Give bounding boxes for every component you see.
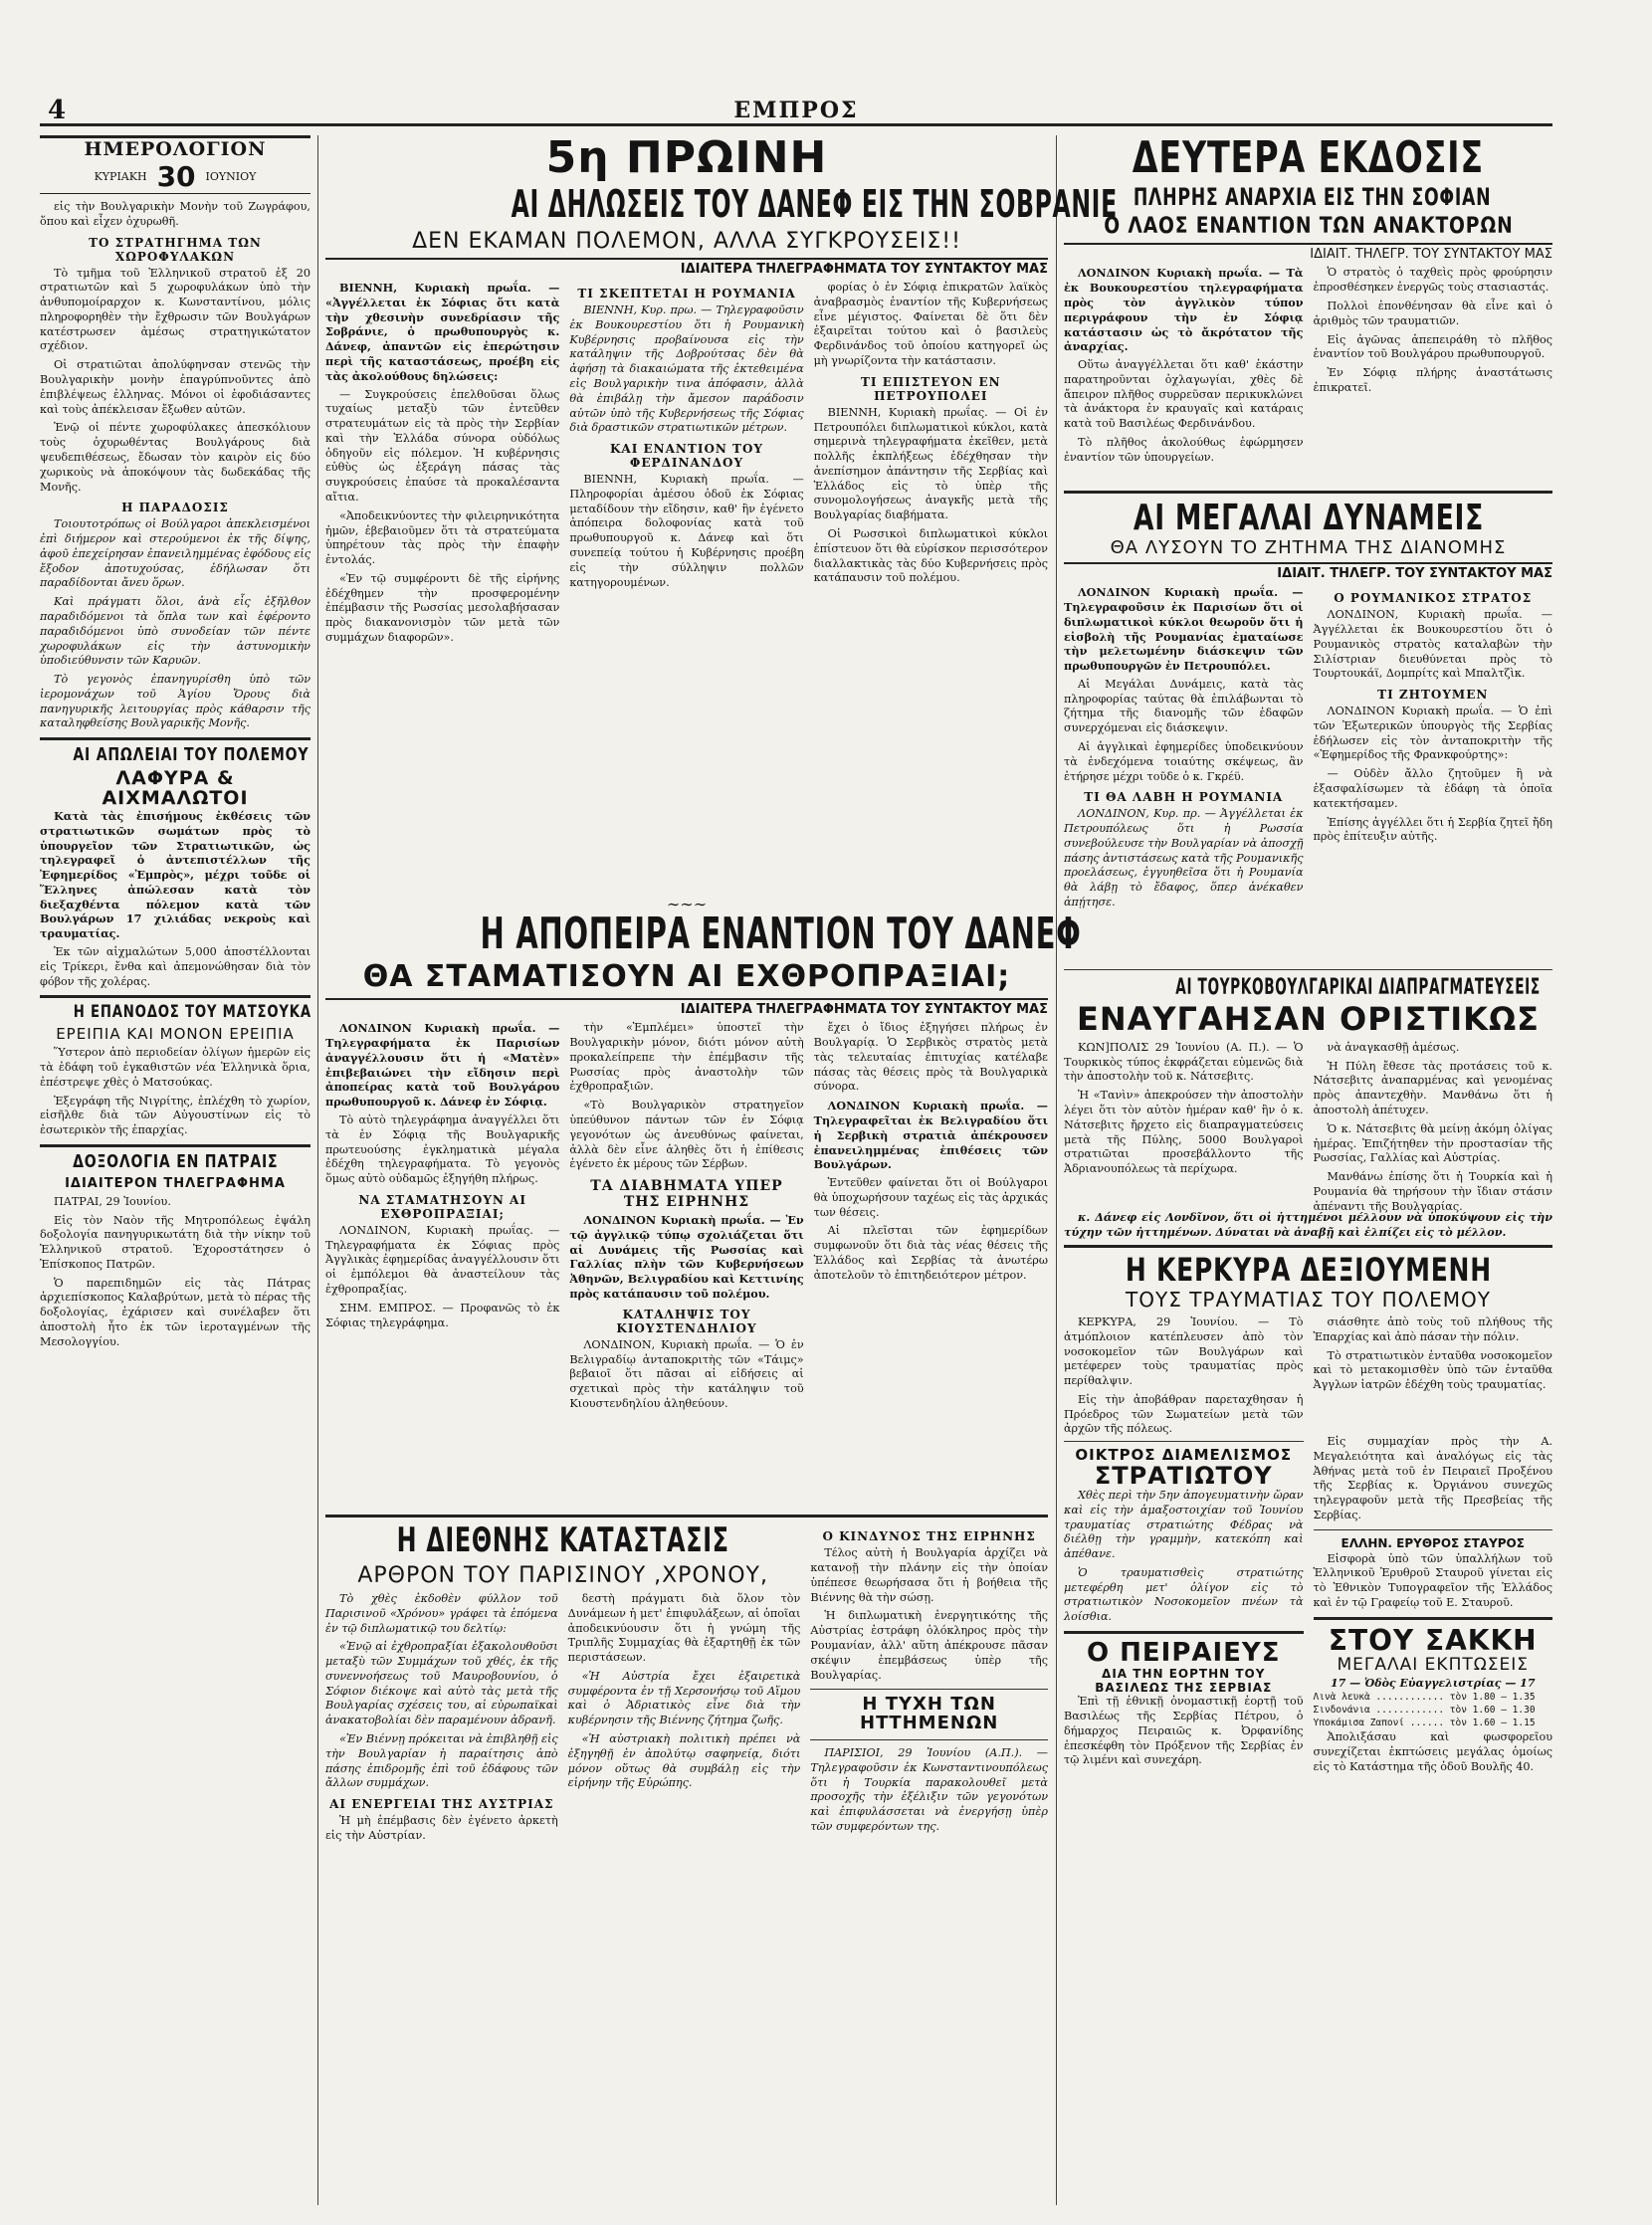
intl-section (325, 1520, 1048, 1847)
column-rule (317, 135, 318, 2205)
attack-dept: ΙΔΙΑΙΤΕΡΑ ΤΗΛΕΓΡΑΦΗΜΑΤΑ ΤΟΥ ΣΥΝΤΑΚΤΟΥ ΜΑΣ (325, 998, 1048, 1017)
article-paragraph: Ἐκ τῶν αἰχμαλώτων 5,000 ἀποστέλλονται εἰς Τρίκερι, ἔνθα καὶ ἀπεμονώθησαν διὰ τὸν φόβον τῆς χολέρας. (40, 945, 310, 988)
article-paragraph: Τὸ τμῆμα τοῦ Ἑλληνικοῦ στρατοῦ ἐξ 20 στρατιωτῶν καὶ 5 χωροφυλάκων ὑπὸ τὴν ἀνθυπομοίραρχον κ. Κωνσταντίνου, μόλις πληροφορηθὲν τὴν ἔχθρωσιν τῶν Βουλγάρων κατέστρωσεν ἀμέσως στρατηγικώτατον σχέδιον. (40, 266, 310, 353)
lament-subheadline: ΣΤΡΑΤΙΩΤΟΥ (1094, 1461, 1273, 1490)
article-column: νὰ ἀναγκασθῇ ἀμέσως. Ἡ Πύλη ἔθεσε τὰς προτάσεις τοῦ κ. Νάτσεβιτς ἀναπαρμένας καὶ γενομένας πρὸς ἀπαντεχθὴν. Μανθάνω ὅτι ἡ ἀποστολὴ ἀπέτυχεν. Ὁ κ. Νάτσεβιτς θὰ μείνῃ ἀκόμη ὀλίγας ἡμέρας. Ἐπιζήτηθεν τὴν προστασίαν τῆς Ρωσσίας, Γαλλίας καὶ Αὐστρίας. Μανθάνω ἐπίσης ὅτι ἡ Τουρκία καὶ ἡ Ρουμανία θὰ τηρήσουν τὴν ἴδιαν στάσιν ἀπέναντι τῆς Βουλγαρίας. (1313, 1040, 1552, 1213)
article-paragraph: Οἱ στρατιῶται ἀπολύφηνσαν στενῶς τὴν Βουλγαρικὴν μονὴν ἐπαγρύπνοῦντες ἀπὸ ἐπιβλέψεως ἐλληνας. Μόνοι οἱ ἐφοδιάσαντες καὶ τοὺς ἀπέκλεισαν ἔξωθεν αὐτῶν. (40, 358, 310, 416)
return-headline: Η ΕΠΑΝΟΔΟΣ ΤΟΥ ΜΑΤΣΟΥΚΑ (73, 1002, 311, 1023)
right-column (1064, 132, 1552, 2205)
turkbulg-headline: ΑΙ ΤΟΥΡΚΟΒΟΥΛΓΑΡΙΚΑΙ ΔΙΑΠΡΑΓΜΑΤΕΥΣΕΙΣ (1175, 975, 1541, 1001)
sakis-headline: ΣΤΟΥ ΣΑΚΚΗ (1328, 1623, 1538, 1657)
article-column: σιάσθητε ἀπὸ τοὺς τοῦ πλήθους τῆς Ἐπαρχίας καὶ ἀπὸ πάσαν τὴν πόλιν. Τὸ στρατιωτικὸν ἐνταῦθα νοσοκομεῖον καὶ τὸ μετακομισθὲν ὑπὸ τῶν ἐνταῦθα Ἀγγλων ἰατρῶν ἐδέχθη τοὺς τραυματίας. (1313, 1315, 1552, 1392)
powers-dept: ΙΔΙΑΙΤ. ΤΗΛΕΓΡ. ΤΟΥ ΣΥΝΤΑΚΤΟΥ ΜΑΣ (1064, 562, 1552, 581)
anarchy-dept: ΙΔΙΑΙΤ. ΤΗΛΕΓΡ. ΤΟΥ ΣΥΝΤΑΚΤΟΥ ΜΑΣ (1064, 243, 1552, 262)
article-column: Ὁ στρατὸς ὁ ταχθεὶς πρὸς φρούρησιν ἐπροσθέσηκεν ἐνεργῶς τοὺς στασιαστάς. Πολλοὶ ἐπονθένησαν θὰ εἶνε καὶ ὁ ἀριθμὸς τῶν τραυματιῶν. Εἰς ἀγῶνας ἀπεπειράθη τὸ πλῆθος ἐναντίον τοῦ Βουλγάρου πρωθυπουργοῦ. Ἐν Σόφιᾳ πλήρης ἀναστάτωσις ἐπικρατεῖ. (1313, 266, 1552, 394)
center-column (325, 132, 1118, 2205)
edition-title: 5η ΠΡΩΙΝΗ (545, 132, 828, 183)
dateline: ΠΑΤΡΑΙ, 29 Ἰουνίου. (54, 1194, 171, 1208)
attack-headline: Η ΑΠΟΠΕΙΡΑ ΕΝΑΝΤΙΟΝ ΤΟΥ ΔΑΝΕΦ (480, 909, 1082, 960)
second-edition-title: ΔΕΥΤΕΡΑ ΕΚΔΟΣΙΣ (1132, 132, 1485, 183)
article-column: Ο ΡΟΥΜΑΝΙΚΟΣ ΣΤΡΑΤΟΣ ΛΟΝΔΙΝΟΝ, Κυριακὴ πρωΐα. — Ἀγγέλλεται ἐκ Βουκουρεστίου ὅτι ὁ Ρουμανικὸς στρατὸς καταλαβὼν τὴν Σιλίστριαν διευθύνεται πρὸς τὸ Τουρτουκάϊ, Δομπρίτς καὶ Μπαλτζὶκ. ΤΙ ΖΗΤΟΥΜΕΝ ΛΟΝΔΙΝΟΝ Κυριακὴ πρωΐα. — Ὁ ἐπὶ τῶν Ἐξωτερικῶν ὑπουργὸς τῆς Σερβίας ἐδήλωσεν εἰς τὸν ἀνταποκριτὴν τῆς «Ἐφημερίδος τῆς Φρανκφούρτης»: — Οὐδὲν ἄλλο ζητοῦμεν ἢ νὰ ἐξασφαλίσωμεν τὰ ἐδάφη τὰ ὁποῖα κατεκτήσαμεν. Ἐπίσης ἀγγέλλει ὅτι ἡ Σερβία ζητεῖ ἤδη πρὸς ἐπίτευξιν αὐτῆς. (1313, 591, 1552, 844)
return-subheadline: ΕΡΕΙΠΙΑ ΚΑΙ ΜΟΝΟΝ ΕΡΕΙΠΙΑ (56, 1025, 295, 1044)
piraeus-subheadline: ΔΙΑ ΤΗΝ ΕΟΡΤΗΝ ΤΟΥ ΒΑΣΙΛΕΩΣ ΤΗΣ ΣΕΡΒΙΑΣ (1095, 1667, 1273, 1696)
turkbulg-footer: κ. Δάνεφ εἰς Λονδῖνον, ὅτι οἱ ἡττημένοι μέλλουν νὰ ὑποκύψουν εἰς τὴν τύχην τῶν ἠττημένων. Δύναται νὰ ἀναβῇ καὶ ἐλπίζει εἰς τὸ μέλλον. (1064, 1209, 1552, 1239)
calendar-date: 30 (156, 160, 196, 193)
section-heading: Η ΠΑΡΑΔΟΣΙΣ (121, 501, 229, 515)
price-row: Υποκάμισα Ζαπονί ...... τὸν 1.60 — 1.15 (1313, 1718, 1536, 1729)
sakis-subheadline: ΜΕΓΑΛΑΙ ΕΚΠΤΩΣΕΙΣ (1337, 1655, 1529, 1676)
calendar-text: εἰς τὴν Βουλγαρικὴν Μονὴν τοῦ Ζωγράφου, ὅπου καὶ εἶχεν ὀχυρωθῆ. (40, 200, 310, 228)
section-heading: ΤΟ ΣΤΡΑΤΗΓΗΜΑ ΤΩΝ ΧΩΡΟΦΥΛΑΚΩΝ (89, 235, 262, 264)
article-column: Τὸ χθὲς ἐκδοθὲν φύλλον τοῦ Παρισινοῦ «Χρόνου» γράφει τὰ ἑπόμενα ἐν τῷ διπλωματικῷ του δελτίῳ: «Ἐνῷ αἱ ἐχθροπραξίαι ἐξακολουθοῦσι μεταξὺ τῶν Συμμάχων τοῦ χθές, ἐκ τῆς συνεννοήσεως τοῦ Μαυροβουνίου, ὁ Σόφιον διέκοψε καὶ αὐτὸ τὰς μετὰ τῆς Βουλγαρίας σχέσεις του, αἱ εὐρωπαϊκαὶ ἀνακατοβολίαι δὲν παραμένουν ἀδρανῆ. «Ἐν Βιέννῃ πρόκειται νὰ ἐπιβληθῇ εἰς τὴν Βουλγαρίαν ἡ παραίτησις ἀπὸ πάσης ἐπιδρομῆς ἐπὶ τοῦ ἐδάφους τῶν ἄλλων συμμάχων. ΑΙ ΕΝΕΡΓΕΙΑΙ ΤΗΣ ΑΥΣΤΡΙΑΣ Ἡ μὴ ἐπέμβασις δὲν ἐγένετο ἀρκετὴ εἰς τὴν Αὐστρίαν. (325, 1591, 558, 1842)
piraeus-headline: Ο ΠΕΙΡΑΙΕΥΣ (1086, 1637, 1281, 1668)
masthead-title: ΕΜΠΡΟΣ (733, 98, 859, 123)
article-paragraph: Ὕστερον ἀπὸ περιοδείαν ὀλίγων ἡμερῶν εἰς τὰ ἐδάφη τοῦ ἐγκαθιστῶν νέα Ἑλληνικὰ ὅρια, ἐπέστρεψε χθὲς ὁ Ματσούκας. (40, 1046, 310, 1089)
intl-left (325, 1520, 801, 1847)
cross-headline: ΕΛΛΗΝ. ΕΡΥΘΡΟΣ ΣΤΑΥΡΟΣ (1341, 1535, 1525, 1550)
corfu-subheadline: ΤΟΥΣ ΤΡΑΥΜΑΤΙΑΣ ΤΟΥ ΠΟΛΕΜΟΥ (1126, 1288, 1491, 1313)
calendar-date-row (40, 160, 310, 193)
article-paragraph: Τοιουτοτρόπως οἱ Βούλγαροι ἀπεκλεισμένοι ἐπὶ διήμερον καὶ στερούμενοι ἐκ τῆς δίψης, ἀφοῦ ἐπεχείρησαν ἐπανειλημμένας ἐφόδους εἰς ἔξοδον ἀποτυχούσας, ἐδήλωσαν ὅτι παραδίδονται ἄνευ ὅρων. (40, 517, 310, 590)
article-column: φορίας ὁ ἐν Σόφιᾳ ἐπικρατῶν λαϊκὸς ἀναβρασμὸς ἐναντίον τῆς Κυβερνήσεως εἶνε μέγιστος. Φαίνεται δὲ ὅτι δὲν ἐξαιρεῖται τούτου καὶ ὁ βασιλεὺς Φερδινάνδος τοῦ ὁποίου κατηγορεῖ ὡς μὴ γνωρίζοντα τὴν κατάστασιν. ΤΙ ΕΠΙΣΤΕΥΟΝ ΕΝ ΠΕΤΡΟΥΠΟΛΕΙ ΒΙΕΝΝΗ, Κυριακὴ πρωΐας. — Οἱ ἐν Πετρουπόλει διπλωματικοὶ κύκλοι, κατὰ σημερινὰ τηλεγραφήματα ἐκεῖθεν, μετὰ πολλῆς ἐκπλήξεως ἐδέχθησαν τὴν ἀνεπίσημον ἀπάντησιν τῆς Σερβίας καὶ Ἑλλάδος εἰς τὸ ὑπὲρ τῆς συνομολογήσεως ἀναγκῆς μετὰ τῆς Βουλγαρίας διαβήματα. Οἱ Ρωσσικοὶ διπλωματικοὶ κύκλοι ἐπίστευον ὅτι θὰ εὑρίσκον περισσότερον διαλλακτικὰς τὰς δύο Κυβερνήσεις πρὸς κατάπαυσιν τοῦ πολέμου. (813, 281, 1048, 585)
column-rule (1056, 135, 1057, 2205)
anarchy-headline: ΠΛΗΡΗΣ ΑΝΑΡΧΙΑ ΕΙΣ ΤΗΝ ΣΟΦΙΑΝ (1133, 183, 1492, 212)
intl-subheadline: ΑΡΘΡΟΝ ΤΟΥ ΠΑΡΙΣΙΝΟΥ ,ΧΡΟΝΟΥ, (357, 1562, 768, 1588)
page-number: 4 (48, 96, 67, 125)
main-article-columns (325, 281, 1048, 898)
powers-headline: ΑΙ ΜΕΓΑΛΑΙ ΔΥΝΑΜΕΙΣ (1133, 498, 1484, 539)
main-subheadline: ΔΕΝ ΕΚΑΜΑΝ ΠΟΛΕΜΟΝ, ΑΛΛΑ ΣΥΓΚΡΟΥΣΕΙΣ!! (412, 229, 961, 255)
attack-article-columns (325, 1021, 1048, 1509)
calendar-box (40, 135, 310, 194)
article-column: ΛΟΝΔΙΝΟΝ Κυριακὴ πρωΐα. — Τηλεγραφοῦσιν ἐκ Παρισίων ὅτι οἱ διπλωματικοὶ κύκλοι θεωροῦν ὅτι ἡ εἰσβολὴ τῆς Ρουμανίας ἐματαίωσε τὴν μελετωμένην διάσκεψιν τῶν πρωθυπουργῶν ἐν Πετρουπόλει. Αἱ Μεγάλαι Δυνάμεις, κατὰ τὰς πληροφορίας ταύτας θὰ ἐπιλάβωνται τὸ ζήτημα τῆς διανομῆς τῶν ἐδαφῶν συνερχόμεναι εἰς διάσκεψιν. Αἱ ἀγγλικαὶ ἐφημερίδες ὑποδεικνύουν τὰ ἐνδεχόμενα τοιαύτης σκέψεως, ἂν ἐτήρησε μέχρι τοῦδε ὁ κ. Γκρέϋ. ΤΙ ΘΑ ΛΑΒΗ Η ΡΟΥΜΑΝΙΑ ΛΟΝΔΙΝΟΝ, Κυρ. πρ. — Ἀγγέλλεται ἐκ Πετρουπόλεως ὅτι ἡ Ρωσσία συνεβούλευσε τὴν Βουλγαρίαν νὰ ἀποσχῇ πάσης ἀντιστάσεως κατὰ τῆς Ρουμανικῆς προελάσεως, ἐγγυηθεῖσα ὅτι ἡ Ρουμανία θὰ λάβῃ τὸ ἔδαφος, ὅπερ ἀνέκαθεν ἀπῄτησε. (1064, 585, 1304, 910)
article-paragraph: Εἰς τὸν Ναὸν τῆς Μητροπόλεως ἐψάλη δοξολογία πανηγυρικωτάτη διὰ τὴν νίκην τοῦ Ἑλληνικοῦ στρατοῦ. Ἐχοροστάτησεν ὁ Ἐπίσκοπος Πατρῶν. (40, 1213, 310, 1271)
calendar-day: ΚΥΡΙΑΚΗ (94, 170, 147, 183)
article-column: ΚΩΝ]ΠΟΛΙΣ 29 Ἰουνίου (Α. Π.). — Ὁ Τουρκικὸς τύπος ἐκφράζεται εὐμενῶς διὰ τὴν ἀποστολὴν τοῦ κ. Νάτσεβιτς. Ἡ «Τανὶν» ἀπεκρούσεν τὴν ἀποστολὴν λέγει ὅτι τὸν αὐτὸν ἡμέραν καθ' ἣν ὁ κ. Νάτσεβιτς ἤρχετο εἰς διαπραγματεύσεις μετὰ τῆς Πύλης, 5000 Βουλγαροὶ στρατιῶται προσεβάλλοντο τῆς Ἀδριανουπόλεως τὰ περίχωρα. (1064, 1040, 1304, 1176)
article-column: ΚΕΡΚΥΡΑ, 29 Ἰουνίου. — Τὸ ἀτμόπλοιον κατέπλευσεν ἀπὸ τὸν νοσοκομεῖον τῶν Βουλγάρων καὶ μετέφερεν τοὺς τραυματίας πρὸς περίθαλψιν. Εἰς τὴν ἀποβάθραν παρεταχθησαν ἡ Πρόεδρος τῶν Σωματείων μετὰ τῶν ἀρχῶν τῆς πόλεως. (1064, 1315, 1304, 1436)
patras-headline: ΔΟΞΟΛΟΓΙΑ ΕΝ ΠΑΤΡΑΙΣ (72, 1150, 279, 1172)
dispatch-dept: ΙΔΙΑΙΤΕΡΑ ΤΗΛΕΓΡΑΦΗΜΑΤΑ ΤΟΥ ΣΥΝΤΑΚΤΟΥ ΜΑΣ (325, 258, 1048, 277)
war-headline: ΑΙ ΑΠΩΛΕΙΑΙ ΤΟΥ ΠΟΛΕΜΟΥ (73, 744, 310, 766)
article-paragraph: Τὸ γεγονὸς ἐπανηγυρίσθη ὑπὸ τῶν ἱερομονάχων τοῦ Ἁγίου Ὄρους διὰ πανηγυρικῆς λειτουργίας πρὸς κάθαρσιν τῆς καταληφθείσης Βουλγαρικῆς Μονῆς. (40, 673, 310, 730)
main-headline: ΑΙ ΔΗΛΩΣΕΙΣ ΤΟΥ ΔΑΝΕΦ ΕΙΣ ΤΗΝ ΣΟΒΡΑΝΙΕ (511, 182, 1118, 227)
powers-subheadline: ΘΑ ΛΥΣΟΥΝ ΤΟ ΖΗΤΗΜΑ ΤΗΣ ΔΙΑΝΟΜΗΣ (1110, 537, 1507, 559)
divider-ornament: ∼∼∼ (666, 895, 708, 914)
turkbulg-subheadline: ΕΝΑΥΓΑΗΣΑΝ ΟΡΙΣΤΙΚΩΣ (1076, 1000, 1541, 1039)
patras-dept: ΙΔΙΑΙΤΕΡΟΝ ΤΗΛΕΓΡΑΦΗΜΑ (65, 1175, 286, 1191)
calendar-month: ΙΟΥΝΙΟΥ (205, 170, 257, 183)
article-column: τὴν «Ἐμπλέμει» ὑποστεῖ τὴν Βουλγαρικὴν μόνον, διότι μόνον αὐτὴ προκαλείπρεπε τὴν ἐπέμβασιν τῆς Ρωσσίας πρὸς ἀναστολὴν τῶν ἐχθροπραξιῶν. «Τὸ Βουλγαρικὸν στρατηγεῖον ὑπεύθυνον πάντων τῶν ἐν Σόφιᾳ γεγονότων ὡς ἀνευθύνως φαίνεται, ἀλλὰ δὲν εἶνε ἀληθὲς ὅτι ἡ ἐπίθεσις ἐγένετο ἐκ μέρους τῶν Σέρβων. ΤΑ ΔΙΑΒΗΜΑΤΑ ΥΠΕΡ ΤΗΣ ΕΙΡΗΝΗΣ ΛΟΝΔΙΝΟΝ Κυριακὴ πρωΐα. — Ἐν τῷ ἀγγλικῷ τύπῳ σχολιάζεται ὅτι αἱ Δυνάμεις τῆς Ρωσσίας καὶ Γαλλίας πλὴν τῶν Κυβερνήσεων Ἀθηνῶν, Βελιγραδίου καὶ Κεττινίης πρὸς κατάπαυσιν τοῦ πολέμου. ΚΑΤΑΛΗΨΙΣ ΤΟΥ ΚΙΟΥΣΤΕΝΔΗΛΙΟΥ ΛΟΝΔΙΝΟΝ, Κυριακὴ πρωΐα. — Ὁ ἐν Βελιγραδίῳ ἀνταποκριτὴς τῶν «Τάιμς» βεβαιοῖ ὅτι πᾶσαι αἱ εἰδήσεις αἱ σχετικαὶ πρὸς τὴν κατάληψιν τοῦ Κιουστενδηλίου ἀληθεύουν. (569, 1021, 804, 1410)
war-subheadline: ΛΑΦΥΡΑ & ΑΙΧΜΑΛΩΤΟΙ (102, 767, 249, 810)
attack-subheadline: ΘΑ ΣΤΑΜΑΤΙΣΟΥΝ ΑΙ ΕΧΘΡΟΠΡΑΞΙΑΙ; (362, 959, 1011, 995)
left-column (40, 135, 310, 2205)
article-column: ΛΟΝΔΙΝΟΝ Κυριακὴ πρωΐα. — Τὰ ἐκ Βουκουρεστίου τηλεγραφήματα πρὸς τὸν ἀγγλικὸν τύπον περιγράφουν τὴν ἐν Σόφιᾳ κατάστασιν ὡς τὸ ἄκρότατον τῆς ἀναρχίας. Οὕτω ἀναγγέλλεται ὅτι καθ' ἑκάστην παρατηροῦνται ὀχλαγωγίαι, χθὲς δὲ ἄπειρον πλῆθος συρρεῦσαν περικυκλώνει τὰ ἀνάκτορα ἐν κραυγαῖς καὶ κατάραις κατὰ τοῦ Βασιλέως Φερδινάνδου. Τὸ πλῆθος ἀκολούθως ἐφώρμησεν ἐναντίον τῶν ὑπουργείων. (1064, 266, 1304, 464)
ads-column: Εἰς συμμαχίαν πρὸς τὴν Α. Μεγαλειότητα καὶ ἀναλόγως εἰς τὰς Ἀθήνας μετὰ τοῦ ἐν Πειραιεῖ Προξένου τῆς Σερβίας κ. Ὀργιάνου συνεχῶς τηλεγραφοῦν μετὰ τῆς Πρεσβείας τῆς Σερβίας. ΕΛΛΗΝ. ΕΡΥΘΡΟΣ ΣΤΑΥΡΟΣ Εἰσφορὰ ὑπὸ τῶν ὑπαλλήλων τοῦ Ἑλληνικοῦ Ἐρυθροῦ Σταυροῦ γίνεται εἰς τὸ Ἐθνικὸν Τυπογραφεῖον τῆς Ἑλλάδος καὶ ἐν τῷ Γραφείῳ τοῦ Ε. Σταυροῦ. ΣΤΟΥ ΣΑΚΚΗ ΜΕΓΑΛΑΙ ΕΚΠΤΩΣΕΙΣ 17 — Ὁδὸς Εὐαγγελιστρίας — 17 Λινὰ λευκὰ ............ τὸν 1.80 — 1.35 Σινδονάνια ............ τὸν 1.60 — 1.30 Υποκάμισα Ζαπονί ...... τὸν 1.60 — 1.15 Ἀπολιξάσαυ καὶ φωσφορεῖου συνεχίζεται ἐκπτώσεις μεγάλας ὁμοίως εἰς τὸ Κατάστημα τῆς ὁδοῦ Βουλῆς 40. (1313, 1435, 1552, 1773)
price-row: Λινὰ λευκὰ ............ τὸν 1.80 — 1.35 (1313, 1692, 1536, 1704)
intl-right: Ο ΚΙΝΔΥΝΟΣ ΤΗΣ ΕΙΡΗΝΗΣ Τέλος αὐτὴ ἡ Βουλγαρία ἀρχίζει νὰ κατανοῇ τὴν πλάνην εἰς τὴν ὁποίαν ὑπέπεσε θεωρήσασα ὅτι ἡ βοήθεια τῆς Βιέννης θὰ τὴν σώσῃ. Ἡ διπλωματικὴ ἐνεργητικότης τῆς Αὐστρίας ἐστράφη ὁλόκληρος πρὸς τὴν Ρουμανίαν, ἀλλ' αὕτη ἀπέκρουσε πᾶσαν σκέψιν ἐπεμβάσεως ὑπὲρ τῆς Βουλγαρίας. Η ΤΥΧΗ ΤΩΝ ΗΤΤΗΜΕΝΩΝ ΠΑΡΙΣΙΟΙ, 29 Ἰουνίου (Α.Π.). — Τηλεγραφοῦσιν ἐκ Κωνσταντινουπόλεως ὅτι ἡ Τουρκία παρακολουθεῖ μετὰ προσοχῆς τὴν ἐξέλιξιν τῶν γεγονότων καὶ ἐπιφυλάσσεται νὰ ἐνεργήσῃ ὑπὲρ τῶν συμφερόντων της. (810, 1529, 1048, 1833)
article-paragraph: Ἐξεγράφη τῆς Νιγρίτης, ἐπλέχθη τὸ χωρίον, εἰσῆλθε διὰ τῶν Αὐγουστίνων εἰς τὸ ἐσωτερικὸν τῆς ἐπαρχίας. (40, 1094, 310, 1137)
lament-headline: ΟΙΚΤΡΟΣ ΔΙΑΜΕΛΙΣΜΟΣ (1075, 1446, 1293, 1465)
article-paragraph: Κατὰ τὰς ἐπισήμους ἐκθέσεις τῶν στρατιωτικῶν σωμάτων πρὸς τὸ ὑπουργεῖον τῶν Στρατιωτικῶν, ὡς τηλεγραφεῖ ὁ ἀντεπιστέλλων τῆς Ἐφημερίδος «Ἐμπρὸς», μέχρι τοῦδε οἱ Ἕλληνες ἀπώλεσαν κατὰ τὸν διεξαχθέντα πόλεμον κατὰ τῶν Βουλγάρων 17 χιλιάδας νεκροὺς καὶ τραυματίας. (40, 808, 310, 941)
anarchy-subheadline: Ο ΛΑΟΣ ΕΝΑΝΤΙΟΝ ΤΩΝ ΑΝΑΚΤΟΡΩΝ (1103, 214, 1514, 240)
article-column: ΛΟΝΔΙΝΟΝ Κυριακὴ πρωΐα. — Τηλεγραφήματα ἐκ Παρισίων ἀναγγέλλουσιν ὅτι ἡ «Ματὲν» ἐπιβεβαιώνει τὴν εἴδησιν περὶ ἀποπείρας κατὰ τοῦ Βουλγάρου πρωθυπουργοῦ κ. Δάνεφ ἐν Σόφιᾳ. Τὸ αὐτὸ τηλεγράφημα ἀναγγέλλει ὅτι τὰ ἐν Σόφιᾳ τῆς Βουλγαρικῆς πρωτευούσης ἐγκληματικὰ μέγαλα ἐδέχθη τηλεγραφήματα. Τὸ γεγονὸς ὅμως αὐτὸ οὐδαμῶς ἐξηγήθη πλήρως. ΝΑ ΣΤΑΜΑΤΗΣΟΥΝ ΑΙ ΕΧΘΡΟΠΡΑΞΙΑΙ; ΛΟΝΔΙΝΟΝ, Κυριακὴ πρωΐας. — Τηλεγραφήματα ἐκ Σόφιας πρὸς Ἀγγλικὰς ἐφημερίδας ἀναγγέλλουσιν ὅτι οἱ ἐμπόλεμοι θὰ ἀναστείλουν τὰς ἐχθροπραξίας. ΣΗΜ. ΕΜΠΡΟΣ. — Προφανῶς τὸ ἐκ Σόφιας τηλεγράφημα. (325, 1021, 560, 1329)
intl-headline: Η ΔΙΕΘΝΗΣ ΚΑΤΑΣΤΑΣΙΣ (396, 1520, 729, 1561)
article-paragraph: Καὶ πράγματι ὅλοι, ἀνὰ εἷς ἐξῆλθον παραδιδόμενοι τὰ ὅπλα των καὶ ἐφέροντο παραδιδόμενοι ὑπὸ συνοδείαν τῶν πέντε χωροφυλάκων εἰς τὴν ἀστυνομικὴν ὑποδιεύθυνσιν τῶν Καρυῶν. (40, 595, 310, 668)
lament-article: ΟΙΚΤΡΟΣ ΔΙΑΜΕΛΙΣΜΟΣ ΣΤΡΑΤΙΩΤΟΥ Χθὲς περὶ τὴν 5ην ἀπογευματινὴν ὥραν καὶ εἰς τὴν ἀμαξοστοιχίαν τοῦ Ἰουνίου τραυματίας στρατιώτης Φέδρας νὰ διέλθῃ τὴν γραμμὴν, κατεκόπη καὶ ἀπέθανε. Ὁ τραυματισθεὶς στρατιώτης μετεφέρθη μετ' ὀλίγον εἰς τὸ στρατιωτικὸν Νοσοκομεῖον πνέων τὰ λοίσθια. Ο ΠΕΙΡΑΙΕΥΣ ΔΙΑ ΤΗΝ ΕΟΡΤΗΝ ΤΟΥ ΒΑΣΙΛΕΩΣ ΤΗΣ ΣΕΡΒΙΑΣ Ἐπὶ τῇ ἐθνικῇ ὀνομαστικῇ ἑορτῇ τοῦ Βασιλέως τῆς Σερβίας Πέτρου, ὁ δήμαρχος Πειραιῶς κ. Ὀρφανίδης ἐπεσκέφθη τὸν Πρόξενον τῆς Σερβίας ἐν τῷ λιμένι καὶ συνεχάρη. (1064, 1435, 1304, 1779)
article-column: ἔχει ὁ ἴδιος ἐξηγήσει πλήρως ἐν Βουλγαρίᾳ. Ὁ Σερβικὸς στρατὸς μετὰ τὰς τελευταίας ἐπιτυχίας κατέλαβε πάσας τὰς θέσεις πρὸς τὰ Βουλγαρικὰ σύνορα. ΛΟΝΔΙΝΟΝ Κυριακὴ πρωΐα. — Τηλεγραφεῖται ἐκ Βελιγραδίου ὅτι ἡ Σερβικὴ στρατιὰ ἀπέκρουσεν ἐπανειλημμένας ἐπιθέσεις τῶν Βουλγάρων. Ἐντεῦθεν φαίνεται ὅτι οἱ Βούλγαροι θὰ ὑποχωρήσουν ταχέως εἰς τὰς ἀρχικάς των θέσεις. Αἱ πλεῖσται τῶν ἐφημερίδων συμφωνοῦν ὅτι διὰ τὰς νέας θέσεις τῆς Ἑλλάδος καὶ Σερβίας τὰ ἀνωτέρω ἀποτελοῦν τὸ ἐπιτηδειότερον μέτρον. (813, 1021, 1048, 1282)
defeated-headline: Η ΤΥΧΗ ΤΩΝ ΗΤΤΗΜΕΝΩΝ (860, 1694, 999, 1734)
article-column: ΒΙΕΝΝΗ, Κυριακὴ πρωΐα. — «Ἀγγέλλεται ἐκ Σόφιας ὅτι κατὰ τὴν χθεσινὴν συνεδρίασιν τῆς Σοβράνιε, ὁ πρωθυπουργὸς κ. Δάνεφ, ἀπαντῶν εἰς ἐπερώτησιν περὶ τῆς καταστάσεως, προέβη εἰς τὰς ἀκολούθους δηλώσεις: — Συγκρούσεις ἐπελθοῦσαι ὅλως τυχαίως μεταξὺ τῶν ἐντεῦθεν στρατευμάτων εἰς τὰ πρὸς τὴν Σερβίαν καὶ τὴν Ἑλλάδα σύνορα οὐδόλως ὁδηγοῦν εἰς πόλεμον. Ἡ κυβέρνησις εὐθὺς ὡς ἐξεράγη πάσας τὰς συγκρούσεις ἐπαύσε τὰ προκαλέσαντα αἴτια. «Ἀποδεικνύοντες τὴν φιλειρηνικότητα ἡμῶν, ἐβεβαιοῦμεν ὅτι τὰ στρατεύματα ὑπηρέτουν τὰς πρὸς τὴν ἐπαφὴν ἐντολάς. «Ἐν τῷ συμφέροντι δὲ τῆς εἰρήνης ἐδέχθημεν τὴν προσφερομένην ἐπέμβασιν τῆς Ρωσσίας μεσολαβήσασαν πρὸς διακανονισμὸν τῶν μετὰ τῶν συμμάχων διαφορῶν». (325, 281, 560, 645)
corfu-headline: Η ΚΕΡΚΥΡΑ ΔΕΞΙΟΥΜΕΝΗ (1125, 1251, 1492, 1290)
article-paragraph: Ἐνῷ οἱ πέντε χωροφύλακες ἀπεσκόλιουν τοὺς ὀχυρωθέντας Βουλγάρους διὰ ψευδεπιθέσεως, ἔδωσαν τὸν καιρὸν εἰς δύο χωρικοὺς νὰ ἀποκόψουν τὰς δωδεκάδας τῆς Μονῆς. (40, 421, 310, 494)
article-column: ΤΙ ΣΚΕΠΤΕΤΑΙ Η ΡΟΥΜΑΝΙΑ ΒΙΕΝΝΗ, Κυρ. πρω. — Τηλεγραφοῦσιν ἐκ Βουκουρεστίου ὅτι ἡ Ρουμανικὴ Κυβέρνησις προβαίνουσα εἰς τὴν κατάληψιν τῆς Δοβρούτσας δὲν θὰ ἀφήσῃ τὰ διακαιώματα τῆς ἐκτεθειμένα εἰς Βουλγαρικὴν τινα ἀπόφασιν, ἀλλὰ θὰ ἐπιβάλῃ τὴν ἄμεσον παράδοσιν αὐτῶν ὑπὸ τῆς Κυβερνήσεως τῆς Σόφιας διὰ δραστικῶν στρατιωτικῶν μέτρων. ΚΑΙ ΕΝΑΝΤΙΟΝ ΤΟΥ ΦΕΡΔΙΝΑΝΔΟΥ ΒΙΕΝΝΗ, Κυριακὴ πρωΐα. — Πληροφορίαι ἀμέσου ὁδοῦ ἐκ Σόφιας μεταδίδουν τὴν εἴδησιν, καθ' ἣν ἐγένετο ἀπόπειρα δολοφονίας κατὰ τοῦ πρωθυπουργοῦ κ. Δάνεφ καὶ ὅτι συνεπείᾳ τούτου ἡ Κυβέρνησις προέβη εἰς τὴν σύλληψιν πολλῶν κατηγορουμένων. (569, 287, 804, 589)
article-paragraph: Ὁ παρεπιδημῶν εἰς τὰς Πάτρας ἀρχιεπίσκοπος Καλαβρύτων, μετὰ τὸ πέρας τῆς δοξολογίας, ἐχάρισεν καὶ συνέλαβεν ὅτι ἀποστολὴ ἦτο ἐκ τῶν ἱεροταγμένων τῆς Μεσολογγίου. (40, 1276, 310, 1348)
calendar-title: ΗΜΕΡΟΛΟΓΙΟΝ (84, 138, 267, 160)
masthead (40, 96, 1552, 126)
price-row: Σινδονάνια ............ τὸν 1.60 — 1.30 (1313, 1705, 1536, 1717)
sakis-address: 17 — Ὁδὸς Εὐαγγελιστρίας — 17 (1331, 1677, 1536, 1691)
article-column: δεστὴ πράγματι διὰ ὅλον τὸν Δυνάμεων ἡ μετ' ἐπιφυλάξεων, αἱ ὁποῖαι ἀποδεικνύουσιν ὅτι ἡ γνώμη τῆς Τριπλῆς Συμμαχίας θὰ ἐξαρτηθῇ ἐκ τῶν περιστάσεων. «Ἡ Αὐστρία ἔχει ἐξαιρετικὰ συμφέροντα ἐν τῇ Χερσονήσῳ τοῦ Αἵμου καὶ ὁ Ἀδριατικὸς εἶνε διὰ τὴν κυβέρνησιν τῆς Βιέννης ζήτημα ζωῆς. «Ἡ αὐστριακὴ πολιτικὴ πρέπει νὰ ἐξηγηθῇ ἐν ἀπολύτῳ σαφηνείᾳ, διότι μόνον οὕτως θὰ συμβάλῃ εἰς τὴν εἰρήνην τῆς Εὐρώπης. (567, 1591, 801, 1790)
